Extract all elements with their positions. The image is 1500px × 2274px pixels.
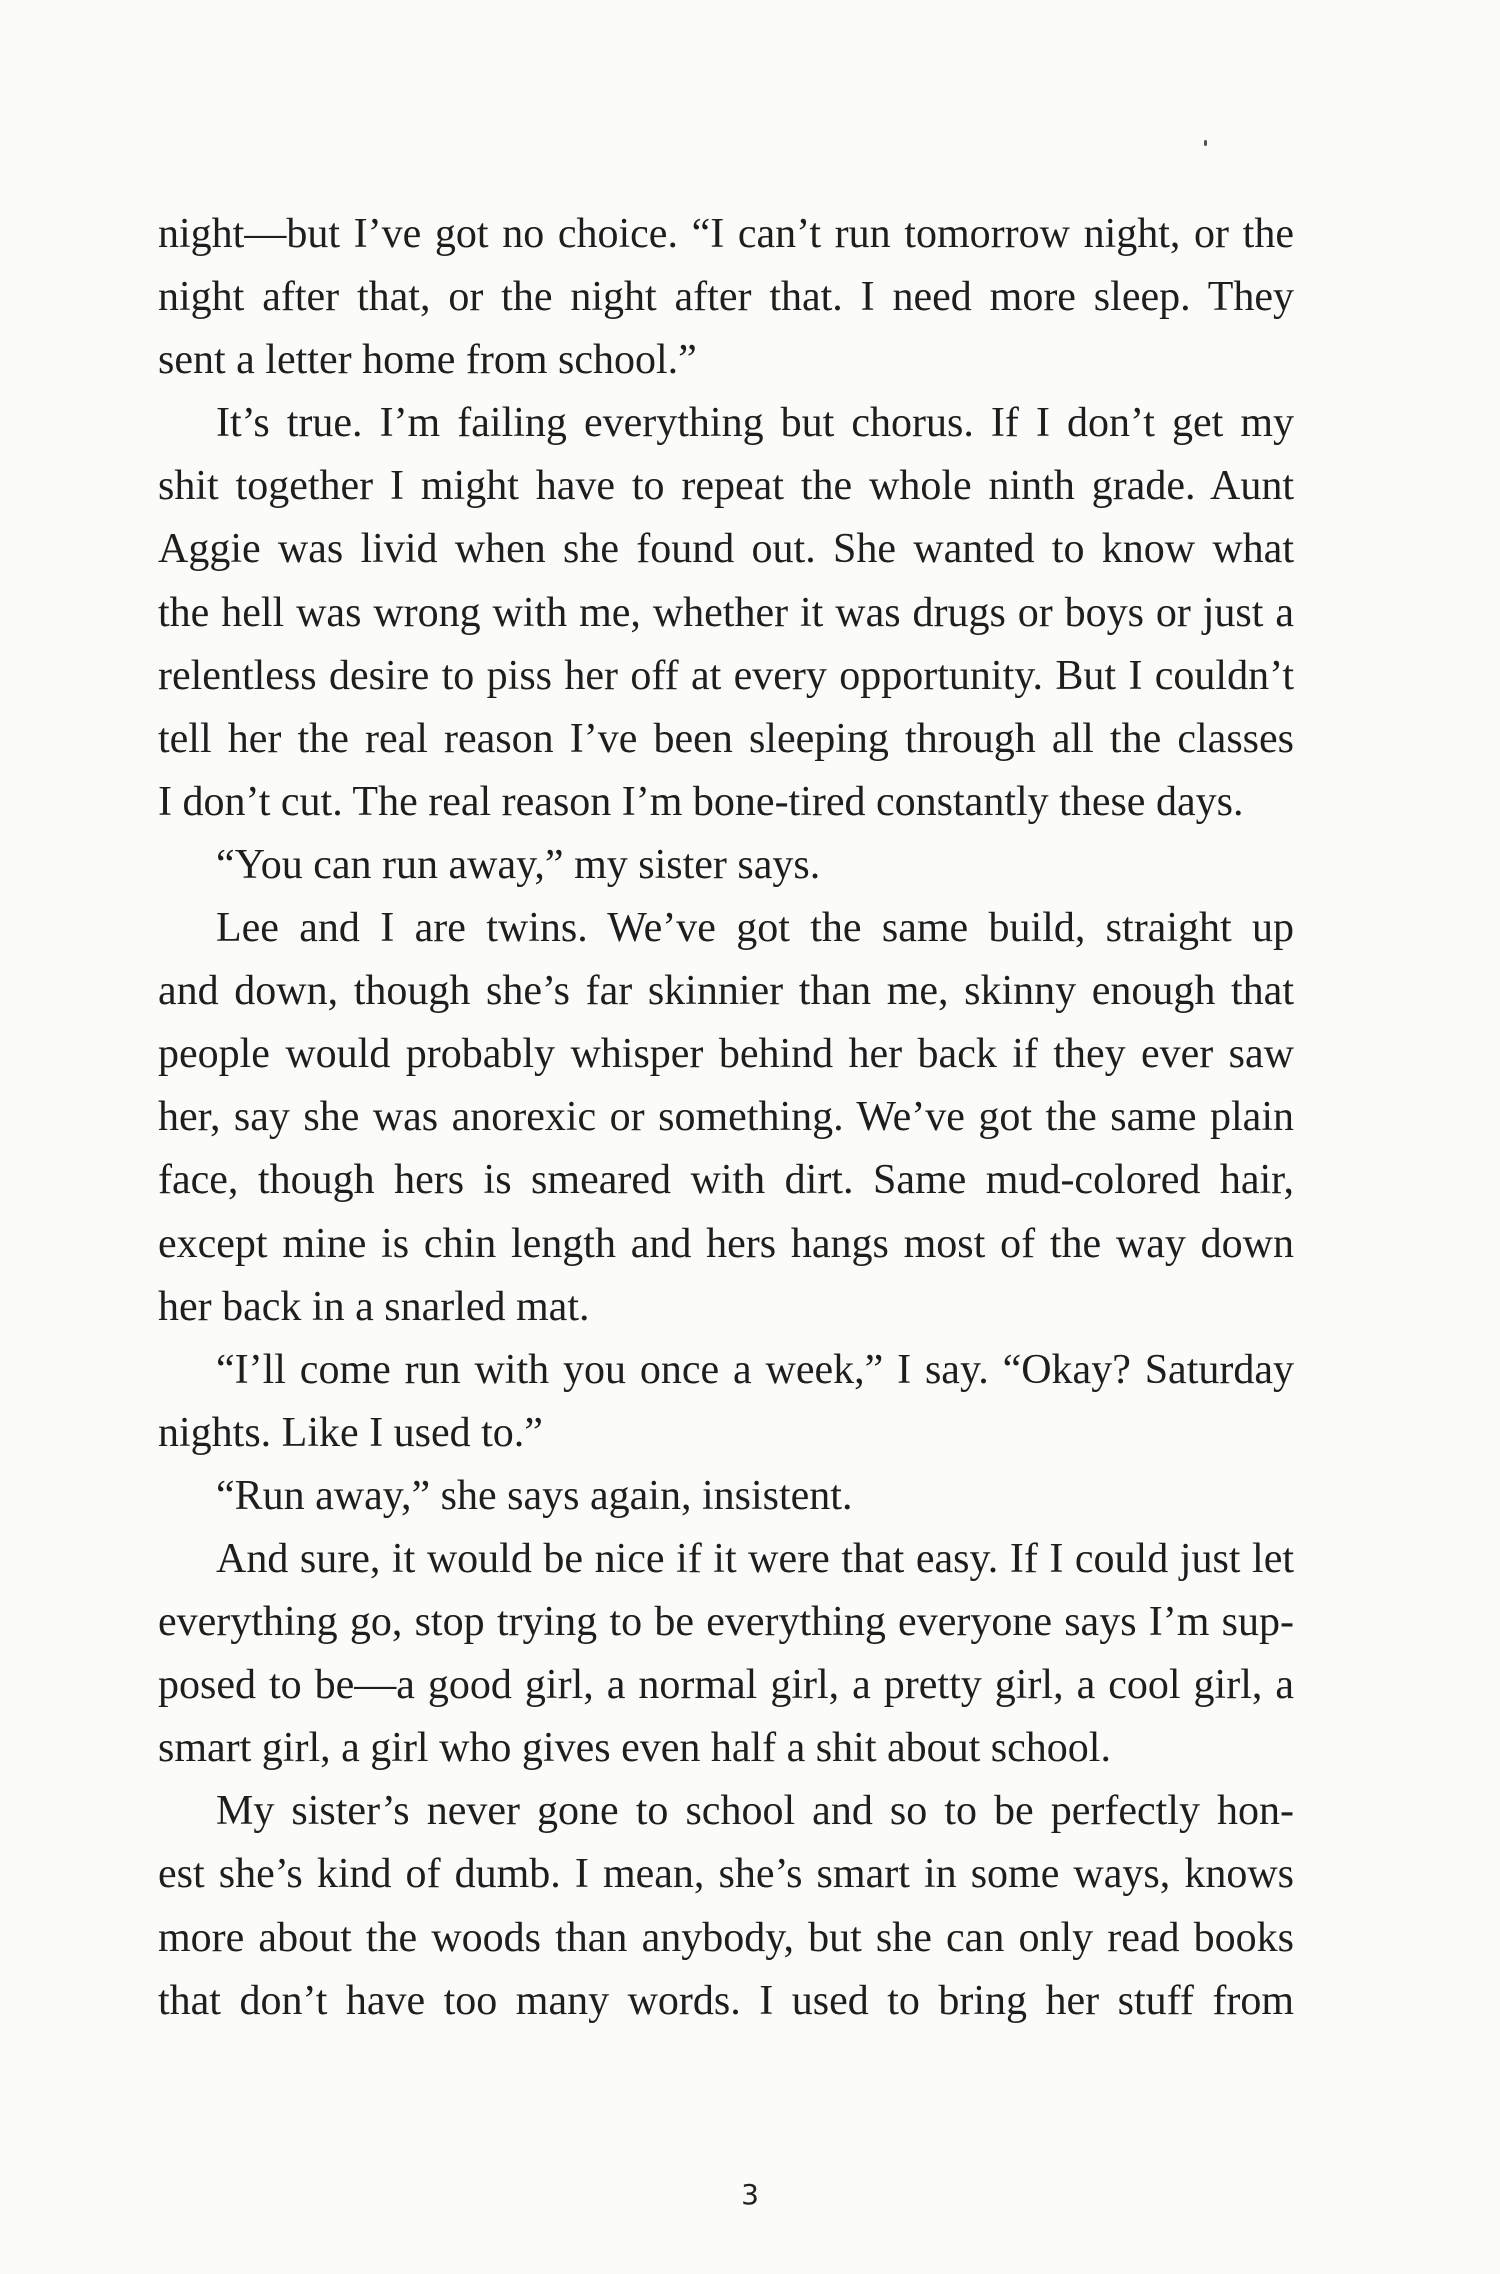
text-line: est she’s kind of dumb. I mean, she’s smart in some ways, knows <box>158 1851 1294 1898</box>
text-line: her back in a snarled mat. <box>158 1283 590 1330</box>
text-line: except mine is chin length and hers hangs most of the way down <box>158 1220 1294 1267</box>
text-line: It’s true. I’m failing everything but chorus. If I don’t get my <box>216 400 1294 447</box>
text-line: shit together I might have to repeat the whole ninth grade. Aunt <box>158 463 1294 510</box>
text-line: night after that, or the night after that. I need more sleep. They <box>158 274 1294 321</box>
text-line: And sure, it would be nice if it were that easy. If I could just let <box>216 1535 1294 1582</box>
text-line: everything go, stop trying to be everything everyone says I’m sup- <box>158 1599 1294 1646</box>
body-text <box>158 203 1294 2033</box>
page-number: 3 <box>741 2178 759 2211</box>
text-line: “I’ll come run with you once a week,” I say. “Okay? Saturday <box>216 1346 1294 1393</box>
print-speck <box>1204 140 1207 146</box>
text-line: Lee and I are twins. We’ve got the same build, straight up <box>216 905 1294 952</box>
text-line: night—but I’ve got no choice. “I can’t run tomorrow night, or the <box>158 211 1294 257</box>
text-line: her, say she was anorexic or something. We’ve got the same plain <box>158 1094 1294 1141</box>
text-line: Aggie was livid when she found out. She wanted to know what <box>158 526 1294 573</box>
text-line: My sister’s never gone to school and so to be perfectly hon- <box>216 1788 1294 1835</box>
text-line: relentless desire to piss her off at every opportunity. But I couldn’t <box>158 652 1294 699</box>
text-line: tell her the real reason I’ve been sleeping through all the classes <box>158 715 1294 762</box>
text-line: that don’t have too many words. I used to bring her stuff from <box>158 1977 1294 2024</box>
text-line: I don’t cut. The real reason I’m bone-tired constantly these days. <box>158 778 1244 825</box>
text-line: posed to be—a good girl, a normal girl, a pretty girl, a cool girl, a <box>158 1662 1294 1709</box>
text-line: “You can run away,” my sister says. <box>216 841 821 888</box>
text-line: more about the woods than anybody, but she can only read books <box>158 1914 1294 1961</box>
text-line: face, though hers is smeared with dirt. Same mud-colored hair, <box>158 1157 1294 1204</box>
text-line: and down, though she’s far skinnier than me, skinny enough that <box>158 968 1294 1015</box>
text-line: sent a letter home from school.” <box>158 337 697 384</box>
text-line: the hell was wrong with me, whether it was drugs or boys or just a <box>158 589 1294 636</box>
text-line: smart girl, a girl who gives even half a shit about school. <box>158 1725 1111 1772</box>
text-line: “Run away,” she says again, insistent. <box>216 1472 853 1519</box>
text-line: people would probably whisper behind her back if they ever saw <box>158 1031 1294 1078</box>
text-line: nights. Like I used to.” <box>158 1409 543 1456</box>
